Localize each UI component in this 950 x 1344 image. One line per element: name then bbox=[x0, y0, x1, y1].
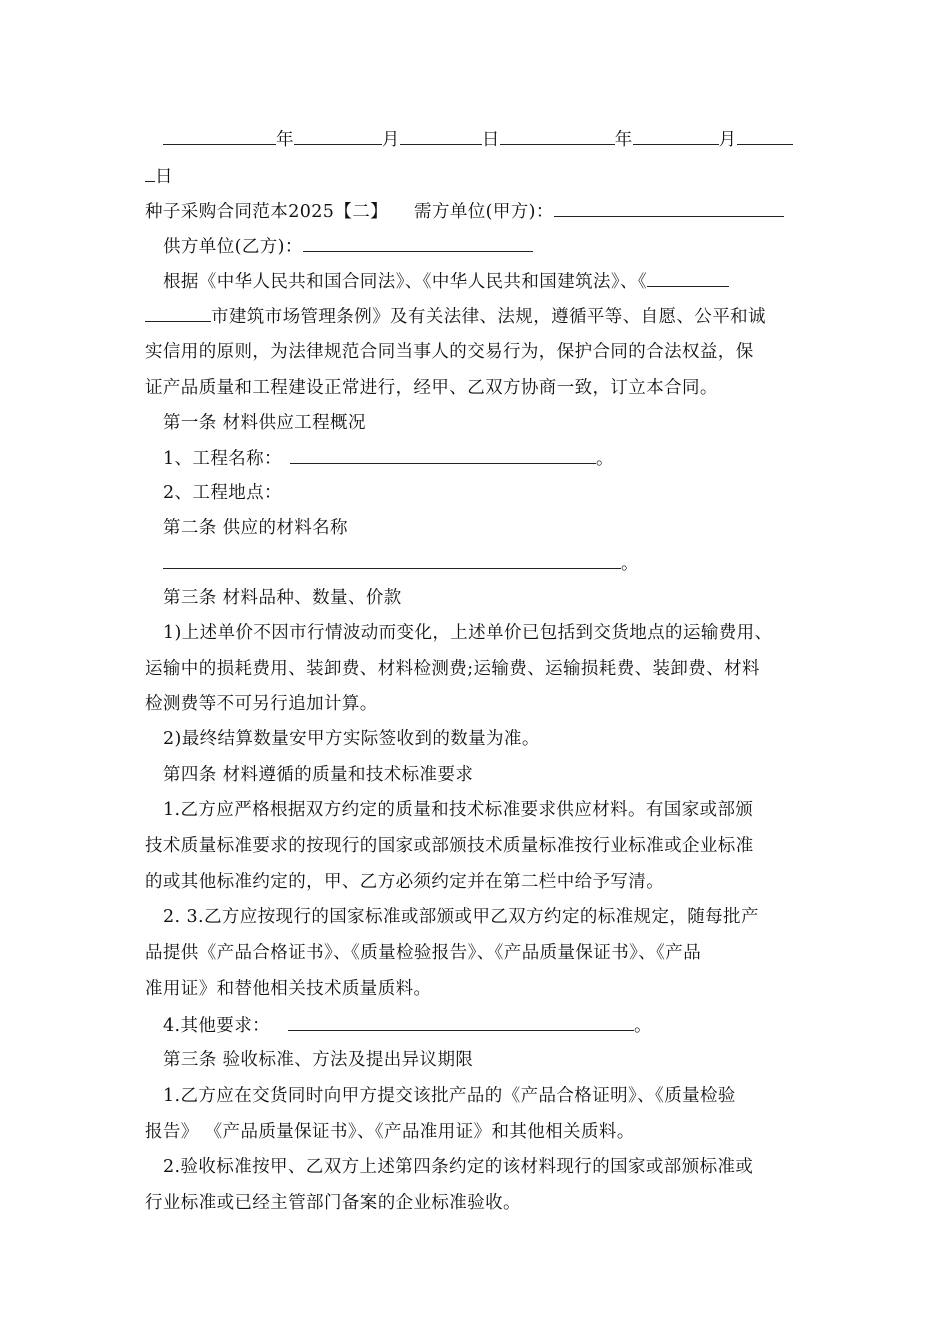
art2-end: 。 bbox=[621, 554, 639, 574]
art4-p3-line bbox=[163, 1013, 652, 1038]
art3-p1-l2: 运输中的损耗费用、装卸费、材料检测费;运输费、运输损耗费、装卸费、材料 bbox=[145, 659, 760, 679]
date-month-1: 月 bbox=[381, 130, 400, 150]
art4-p1-l2: 技术质量标准要求的按现行的国家或部颁技术质量标准按行业标准或企业标准 bbox=[145, 836, 754, 856]
intro-line-4: 证产品质量和工程建设正常进行，经甲、乙双方协商一致，订立本合同。 bbox=[145, 378, 718, 398]
intro-line-1 bbox=[163, 269, 729, 294]
art2-heading: 第二条 供应的材料名称 bbox=[163, 518, 348, 538]
seller-line bbox=[163, 234, 533, 259]
art1-location: 2、工程地点： bbox=[163, 483, 282, 503]
art2-blank bbox=[163, 551, 621, 569]
art1-name-blank bbox=[290, 446, 596, 464]
date-line bbox=[163, 127, 793, 152]
intro-text-1: 根据《中华人民共和国合同法》、《中华人民共和国建筑法》、《 bbox=[163, 272, 648, 292]
art4-p2-l1: 2. 3.乙方应按现行的国家标准或部颁或甲乙双方约定的标准规定，随每批产 bbox=[163, 907, 759, 927]
date-year-2: 年 bbox=[614, 130, 633, 150]
blank-month-1 bbox=[294, 127, 382, 145]
blank-day-1 bbox=[400, 127, 482, 145]
intro-blank-1 bbox=[647, 269, 729, 287]
blank-day-2b bbox=[145, 164, 155, 182]
buyer-label: 需方单位(甲方)： bbox=[414, 202, 554, 222]
intro-blank-2 bbox=[145, 304, 211, 322]
art4-heading: 第四条 材料遵循的质量和技术标准要求 bbox=[163, 765, 474, 785]
intro-text-2: 市建筑市场管理条例》及有关法律、法规，遵循平等、自愿、公平和诚 bbox=[211, 307, 766, 327]
art1-heading: 第一条 材料供应工程概况 bbox=[163, 413, 366, 433]
art1-name-label: 1、工程名称： bbox=[163, 449, 282, 469]
date-month-2: 月 bbox=[718, 130, 737, 150]
intro-line-3: 实信用的原则，为法律规范合同当事人的交易行为，保护合同的合法权益，保 bbox=[145, 342, 754, 362]
blank-month-2 bbox=[633, 127, 719, 145]
art4-p3-label: 4.其他要求： bbox=[163, 1016, 270, 1036]
art4-p3-blank bbox=[288, 1013, 634, 1031]
buyer-blank bbox=[554, 199, 784, 217]
art3-p2: 2)最终结算数量安甲方实际签收到的数量为准。 bbox=[163, 729, 540, 749]
document-title: 种子采购合同范本2025【二】 bbox=[145, 202, 389, 222]
art3-p1-l3: 检测费等不可另行追加计算。 bbox=[145, 694, 378, 714]
date-year-1: 年 bbox=[276, 130, 294, 150]
seller-label: 供方单位(乙方)： bbox=[163, 237, 303, 257]
blank-day-2a bbox=[737, 127, 793, 145]
art1-name-end: 。 bbox=[595, 449, 614, 469]
date-line-cont bbox=[145, 164, 173, 189]
art5-p2-l1: 2.验收标准按甲、乙双方上述第四条约定的该材料现行的国家或部颁标准或 bbox=[163, 1157, 754, 1177]
blank-year-2 bbox=[500, 127, 615, 145]
art4-p2-l2: 品提供《产品合格证书》、《质量检验报告》、《产品质量保证书》、《产品 bbox=[145, 943, 702, 963]
art2-blank-line bbox=[163, 551, 639, 576]
date-day-1: 日 bbox=[481, 130, 500, 150]
art5-p1-l2: 报告》 《产品质量保证书》、《产品准用证》和其他相关质料。 bbox=[145, 1122, 635, 1142]
art4-p2-l3: 准用证》和替他相关技术质量质料。 bbox=[145, 979, 432, 999]
intro-line-2 bbox=[145, 304, 766, 329]
title-line bbox=[145, 199, 784, 224]
blank-year-1 bbox=[163, 127, 276, 145]
art5-p2-l2: 行业标准或已经主管部门备案的企业标准验收。 bbox=[145, 1193, 521, 1213]
art4-p1-l1: 1.乙方应严格根据双方约定的质量和技术标准要求供应材料。有国家或部颁 bbox=[163, 800, 754, 820]
art3-p1-l1: 1)上述单价不因市行情波动而变化，上述单价已包括到交货地点的运输费用、 bbox=[163, 623, 773, 643]
art4-p3-end: 。 bbox=[634, 1016, 652, 1036]
date-day-2: 日 bbox=[155, 167, 173, 187]
art5-heading: 第三条 验收标准、方法及提出异议期限 bbox=[163, 1050, 474, 1070]
art1-name-line bbox=[163, 446, 614, 471]
art3-heading: 第三条 材料品种、数量、价款 bbox=[163, 588, 402, 608]
seller-blank bbox=[303, 234, 533, 252]
art5-p1-l1: 1.乙方应在交货同时向甲方提交该批产品的《产品合格证明》、《质量检验 bbox=[163, 1086, 736, 1106]
art4-p1-l3: 的或其他标准约定的，甲、乙方必须约定并在第二栏中给予写清。 bbox=[145, 872, 665, 892]
